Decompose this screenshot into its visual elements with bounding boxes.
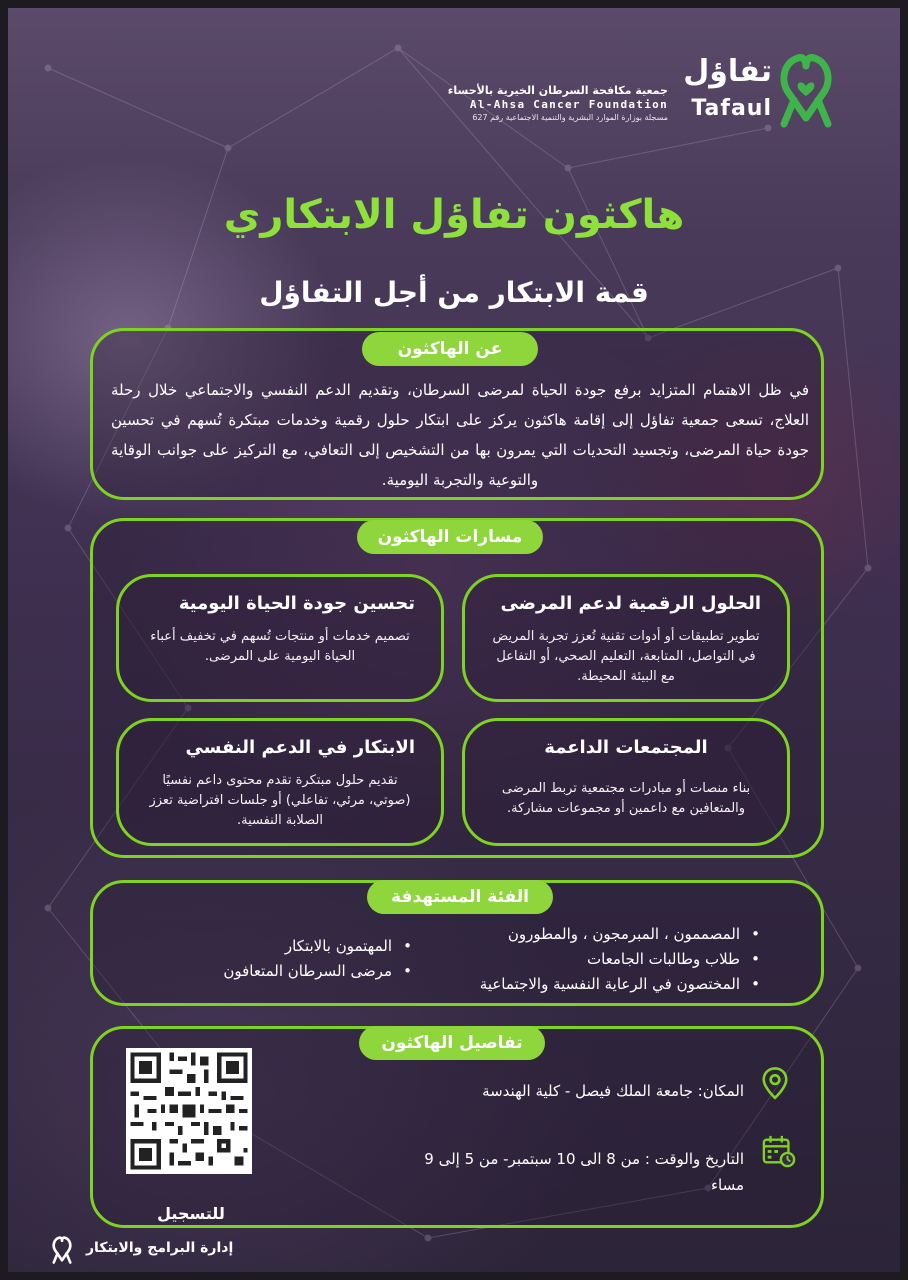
ribbon-logo-icon	[52, 1234, 72, 1264]
datetime-text: التاريخ والوقت : من 8 الى 10 سبتمبر- من 5 إلى 9 مساء	[424, 1150, 744, 1194]
brand-name-arabic: تفاؤل	[683, 54, 772, 89]
tracks-label: مسارات الهاكثون	[357, 520, 543, 554]
ribbon-logo-icon	[780, 48, 832, 128]
qr-code[interactable]	[126, 1048, 252, 1174]
audience-list-right	[404, 922, 764, 997]
calendar-clock-icon	[762, 1134, 796, 1168]
list-item: • المصممون ، المبرمجون ، والمطورون	[404, 922, 764, 947]
register-label: للتسجيل	[157, 1204, 225, 1223]
about-text: في ظل الاهتمام المتزايد برفع جودة الحياة لمرضى السرطان، وتقديم الدعم النفسي والاجتماعي خلال رحلة العلاج، تسعى جمعية تفاؤل إلى إقامة هاكثون يركز على ابتكار حلول رقمية وخدمات مبتكرة تُسهم في تحسين جودة حياة المرضى، وتجسيد التحديات التي يمرون بها من التشخيص إلى التعافي، مع التركيز على جوانب الوقاية والتوعية والتجربة اليومية.	[111, 381, 809, 489]
track-description: تطوير تطبيقات أو أدوات تقنية تُعزز تجربة المريض في التواصل، المتابعة، التعليم الصحي، أو التفاعل مع البيئة المحيطة.	[492, 629, 760, 684]
footer-text: إدارة البرامج والابتكار	[86, 1240, 234, 1256]
track-description: تقديم حلول مبتكرة تقدم محتوى داعم نفسيًا (صوتي، مرئي، تفاعلي) أو جلسات افتراضية تعزز الصلابة النفسية.	[149, 773, 411, 828]
track-supportive-communities	[462, 718, 790, 846]
details-label: تفاصيل الهاكثون	[359, 1026, 545, 1060]
track-title: المجتمعات الداعمة	[544, 737, 708, 758]
track-digital-solutions	[462, 574, 790, 702]
list-item: • مرضى السرطان المتعافون	[176, 959, 416, 984]
page-subtitle: قمة الابتكار من أجل التفاؤل	[259, 276, 649, 309]
poster	[8, 8, 900, 1272]
list-item: • المختصون في الرعاية النفسية والاجتماعية	[404, 972, 764, 997]
list-item: • طلاب وطالبات الجامعات	[404, 947, 764, 972]
audience-list-left	[176, 934, 416, 984]
track-description: بناء منصات أو مبادرات مجتمعية تربط المرضى والمتعافين مع داعمين أو مجموعات مشاركة.	[501, 781, 751, 816]
page-title: هاكثون تفاؤل الابتكاري	[223, 192, 685, 238]
foundation-info	[408, 84, 668, 124]
foundation-registration: مسجلة بوزارة الموارد البشرية والتنمية الاجتماعية رقم 627	[472, 113, 668, 122]
audience-label: الفئة المستهدفة	[367, 880, 553, 914]
location-pin-icon	[762, 1066, 788, 1102]
track-psychological-support	[116, 718, 444, 846]
brand-logo	[667, 48, 832, 128]
track-title: الحلول الرقمية لدعم المرضى	[500, 593, 761, 614]
about-label: عن الهاكثون	[362, 332, 538, 366]
track-quality-of-life	[116, 574, 444, 702]
track-description: تصميم خدمات أو منتجات تُسهم في تخفيف أعباء الحياة اليومية على المرضى.	[150, 629, 410, 664]
track-title: الابتكار في الدعم النفسي	[185, 737, 415, 758]
track-title: تحسين جودة الحياة اليومية	[178, 593, 415, 614]
foundation-name-arabic: جمعية مكافحة السرطان الخيرية بالأحساء	[447, 84, 668, 97]
list-item: • المهتمون بالابتكار	[176, 934, 416, 959]
location-text: المكان: جامعة الملك فيصل - كلية الهندسة	[482, 1082, 744, 1100]
brand-name-english: Tafaul	[691, 96, 772, 121]
foundation-name-english: Al-Ahsa Cancer Foundation	[469, 98, 668, 111]
